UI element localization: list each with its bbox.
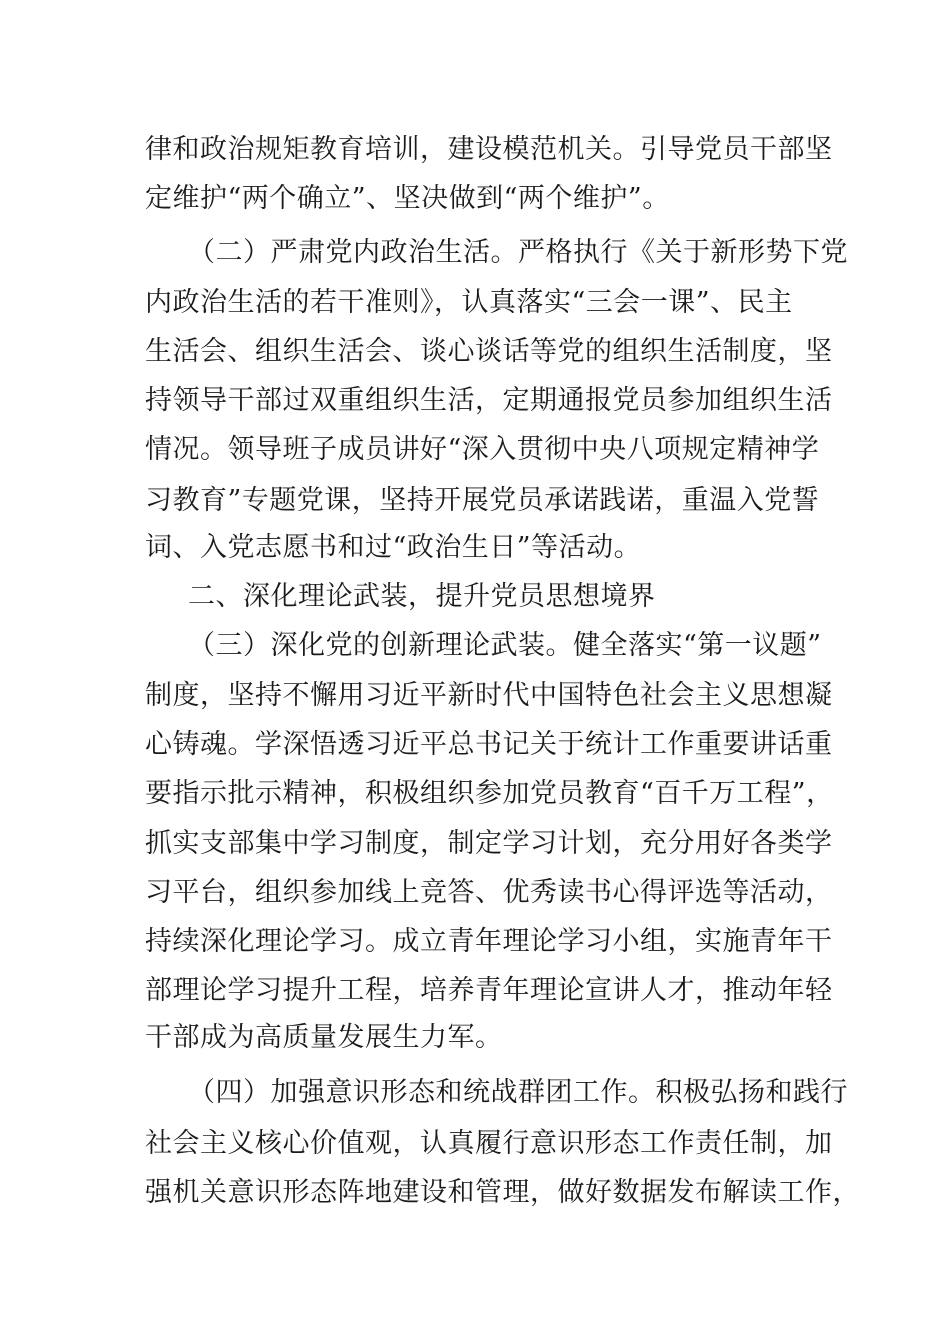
chapter-heading: 二、深化理论武装，提升党员思想境界 [188, 581, 656, 612]
text-line: 情况。领导班子成员讲好“深入贯彻中央八项规定精神学 [145, 434, 820, 465]
text-line: 抓实支部集中学习制度，制定学习计划，充分用好各类学 [145, 828, 833, 859]
text-line: 内政治生活的若干准则》，认真落实“三会一课”、民主 [145, 287, 793, 318]
section-heading-3: （三）深化党的创新理论武装。健全落实“第一议题” [188, 630, 822, 661]
text-line: 生活会、组织生活会、谈心谈话等党的组织生活制度，坚 [145, 336, 833, 367]
text-line: 社会主义核心价值观，认真履行意识形态工作责任制，加 [145, 1128, 833, 1159]
text-line: 律和政治规矩教育培训，建设模范机关。引导党员干部坚 [145, 134, 833, 165]
section-heading-2: （二）严肃党内政治生活。严格执行《关于新形势下党 [188, 237, 848, 268]
text-line: 习教育”专题党课，坚持开展党员承诺践诺，重温入党誓 [145, 485, 820, 516]
text-line: 定维护“两个确立”、坚决做到“两个维护”。 [145, 183, 670, 214]
text-line: 词、入党志愿书和过“政治生日”等活动。 [145, 532, 642, 563]
text-line: 持续深化理论学习。成立青年理论学习小组，实施青年干 [145, 926, 833, 957]
section-heading-4: （四）加强意识形态和统战群团工作。积极弘扬和践行 [188, 1077, 848, 1108]
text-line: 制度，坚持不懈用习近平新时代中国特色社会主义思想凝 [145, 680, 833, 711]
text-line: 干部成为高质量发展生力军。 [145, 1022, 503, 1053]
text-line: 部理论学习提升工程，培养青年理论宣讲人才，推动年轻 [145, 975, 833, 1006]
text-line: 要指示批示精神，积极组织参加党员教育“百千万工程”， [145, 778, 834, 809]
text-line: 习平台，组织参加线上竞答、优秀读书心得评选等活动， [145, 877, 833, 908]
text-line: 持领导干部过双重组织生活，定期通报党员参加组织生活 [145, 385, 833, 416]
text-line: 心铸魂。学深悟透习近平总书记关于统计工作重要讲话重 [145, 729, 833, 760]
text-line: 强机关意识形态阵地建设和管理，做好数据发布解读工作， [145, 1177, 860, 1208]
